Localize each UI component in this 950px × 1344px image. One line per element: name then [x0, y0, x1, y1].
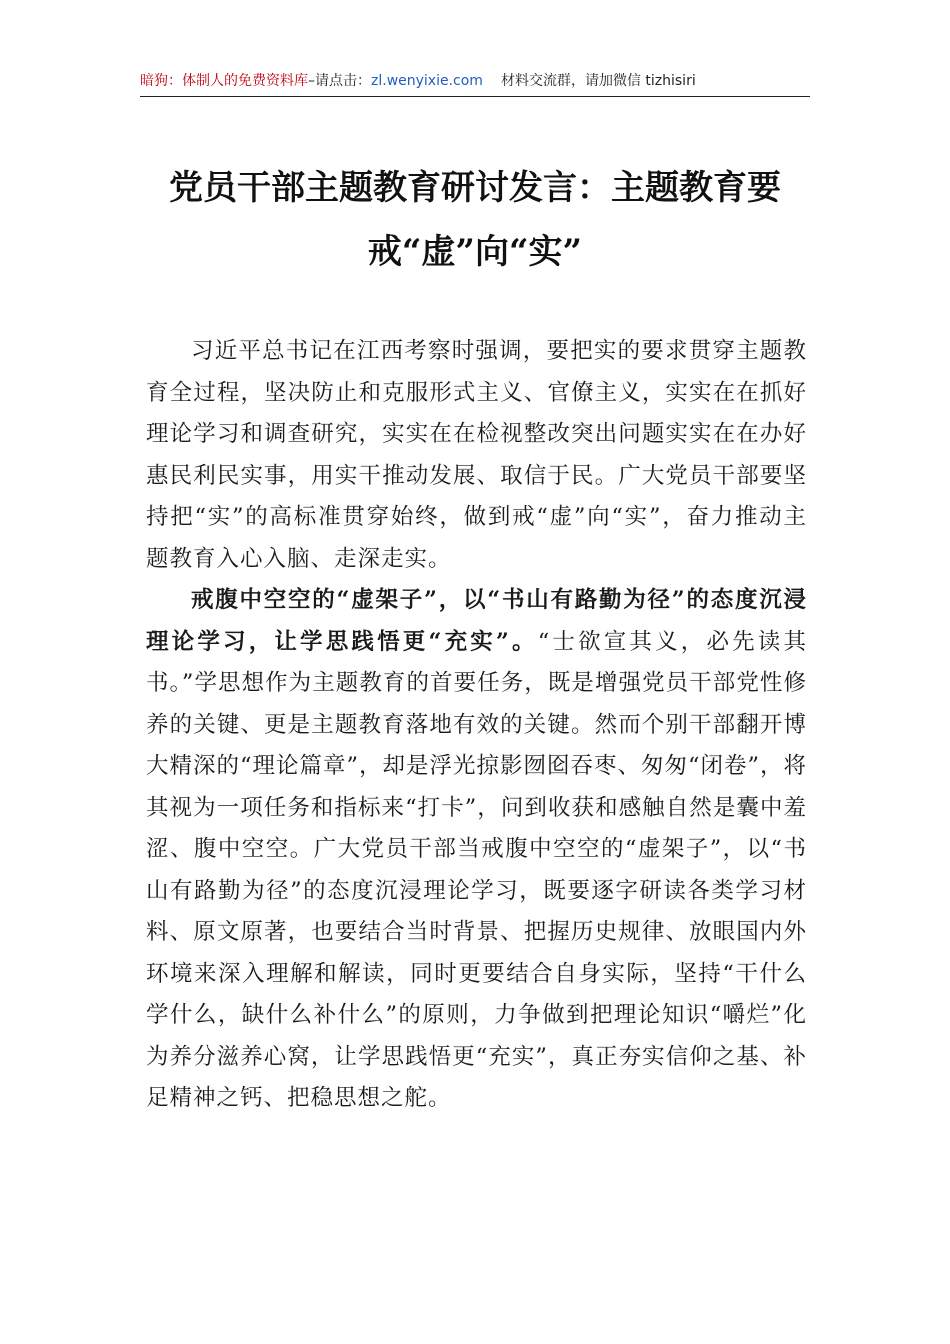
paragraph-1	[146, 331, 807, 580]
paragraph-1-text: 习近平总书记在江西考察时强调，要把实的要求贯穿主题教育全过程，坚决防止和克服形式主义、官僚主义，实实在在抓好理论学习和调查研究，实实在在检视整改突出问题实实在在办好惠民利民实事，用实干推动发展、取信于民。广大党员干部要坚持把“实”的高标准贯穿始终，做到戒“虚”向“实”，奋力推动主题教育入心入脑、走深走实。	[146, 338, 807, 572]
title-line-1: 党员干部主题教育研讨发言：主题教育要	[169, 168, 781, 208]
paragraph-2-lead: 戒腹中空空的“虚架子”，以“书山有路勤为径”的态度沉浸理论学习，让学思践悟更“充实”。	[146, 587, 807, 655]
title-line-2: 戒“虚”向“实”	[367, 232, 583, 272]
header-brand: 暗狗：体制人的免费资料库	[140, 73, 308, 89]
paragraph-2	[146, 580, 807, 1120]
document-title	[130, 156, 820, 284]
paragraph-2-text: “士欲宣其义，必先读其书。”学思想作为主题教育的首要任务，既是增强党员干部党性修养的关键、更是主题教育落地有效的关键。然而个别干部翻开博大精深的“理论篇章”，却是浮光掠影囫囵吞枣、匆匆“闭卷”，将其视为一项任务和指标来“打卡”，问到收获和感触自然是囊中羞涩、腹中空空。广大党员干部当戒腹中空空的“虚架子”，以“书山有路勤为径”的态度沉浸理论学习，既要逐字研读各类学习材料、原文原著，也要结合当时背景、把握历史规律、放眼国内外环境来深入理解和解读，同时更要结合自身实际，坚持“干什么学什么，缺什么补什么”的原则，力争做到把理论知识“嚼烂”化为养分滋养心窝，让学思践悟更“充实”，真正夯实信仰之基、补足精神之钙、把稳思想之舵。	[146, 628, 808, 1111]
page-header	[140, 66, 810, 97]
document-body	[146, 331, 807, 1120]
header-link[interactable]: zl.wenyixie.com	[371, 73, 483, 89]
header-prompt: –请点击：	[308, 73, 371, 89]
header-contact: 材料交流群，请加微信 tizhisiri	[500, 73, 696, 89]
